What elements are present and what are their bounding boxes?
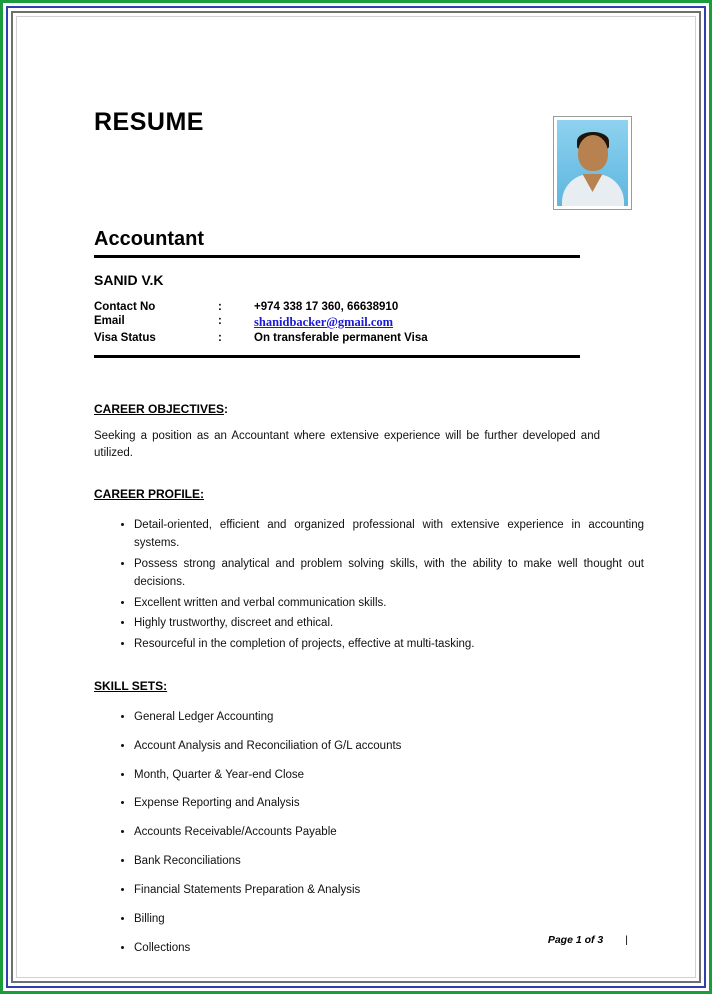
contact-value-phone: +974 338 17 360, 66638910 — [254, 301, 399, 313]
document-header — [94, 108, 642, 218]
contact-value-email-cell — [254, 314, 428, 331]
contact-label-visa: Visa Status — [94, 332, 156, 344]
list-item: • Bank Reconciliations — [134, 853, 644, 871]
contact-label-email: Email — [94, 315, 125, 327]
career-profile-list — [94, 517, 644, 654]
list-item: • Excellent written and verbal communication skills. — [134, 595, 644, 613]
list-item: • Expense Reporting and Analysis — [134, 795, 644, 813]
section-heading-skill-sets-text: SKILL SETS: — [94, 679, 168, 694]
list-item: • Billing — [134, 911, 644, 929]
photo-head-shape — [578, 135, 608, 171]
list-item: • Detail-oriented, efficient and organized professional with extensive experience in accounting systems. — [134, 517, 644, 553]
list-item: • Highly trustworthy, discreet and ethical. — [134, 615, 644, 633]
section-heading-career-objectives-suffix: : — [224, 402, 229, 416]
skill-sets-list — [94, 709, 644, 957]
contact-label-phone: Contact No — [94, 301, 156, 313]
text-cursor: | — [625, 934, 628, 946]
section-heading-career-profile-text: CAREER PROFILE: — [94, 487, 205, 502]
list-item: • Accounts Receivable/Accounts Payable — [134, 824, 644, 842]
contact-value-visa: On transferable permanent Visa — [254, 332, 428, 344]
career-objectives-text: Seeking a position as an Accountant where extensive experience will be further developed and utilized. — [94, 430, 600, 459]
list-item: • Collections — [134, 940, 644, 958]
contact-colon-visa: : — [218, 332, 222, 344]
list-item: • Financial Statements Preparation & Analysis — [134, 882, 644, 900]
divider-under-job-title — [94, 255, 580, 258]
job-title: Accountant — [94, 228, 204, 250]
section-heading-career-objectives — [94, 402, 228, 416]
page-title: RESUME — [94, 108, 204, 136]
contact-table — [94, 300, 428, 345]
table-row — [94, 314, 428, 331]
contact-colon-phone: : — [218, 301, 222, 313]
photo-icon — [557, 120, 628, 206]
list-item: • Possess strong analytical and problem solving skills, with the ability to make well thought out decisions. — [134, 556, 644, 592]
section-heading-skill-sets — [94, 679, 167, 693]
section-heading-career-objectives-text: CAREER OBJECTIVES — [94, 402, 225, 416]
list-item: • Month, Quarter & Year-end Close — [134, 767, 644, 785]
table-row — [94, 300, 428, 314]
list-item: • Account Analysis and Reconciliation of G/L accounts — [134, 738, 644, 756]
divider-under-contact — [94, 355, 580, 358]
table-row — [94, 331, 428, 345]
applicant-name: SANID V.K — [94, 272, 164, 288]
email-link[interactable]: shanidbacker@gmail.com — [254, 315, 394, 329]
page-indicator: Page 1 of 3 — [547, 934, 604, 946]
page-footer — [548, 934, 628, 946]
resume-page — [24, 24, 688, 970]
list-item: • General Ledger Accounting — [134, 709, 644, 727]
section-heading-career-profile — [94, 487, 204, 501]
list-item: • Resourceful in the completion of projects, effective at multi-tasking. — [134, 636, 644, 654]
applicant-photo — [553, 116, 632, 210]
contact-colon-email: : — [218, 315, 222, 327]
